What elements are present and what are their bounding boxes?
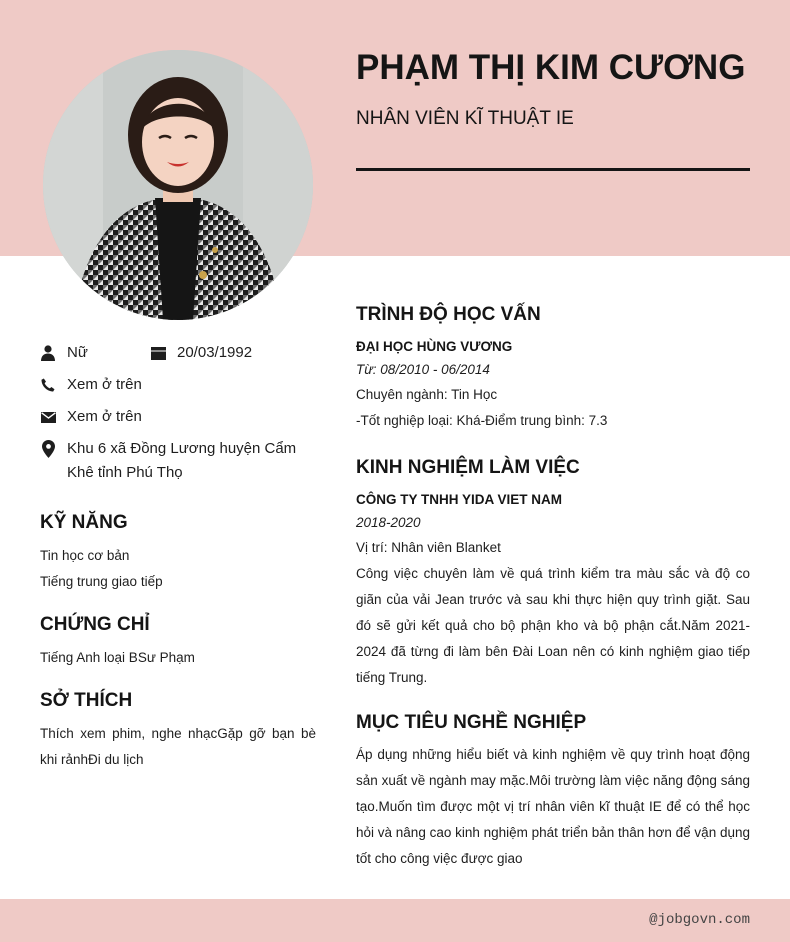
- education-grade: -Tốt nghiệp loại: Khá-Điểm trung bình: 7.3: [356, 413, 608, 428]
- skills-title: KỸ NĂNG: [40, 512, 128, 533]
- footer-watermark: @jobgovn.com: [649, 912, 750, 928]
- hobbies-title: SỞ THÍCH: [40, 690, 133, 711]
- gender-row: [40, 341, 88, 365]
- gender-value: Nữ: [67, 344, 88, 361]
- experience-position: Vị trí: Nhân viên Blanket: [356, 540, 501, 555]
- objective-title: MỤC TIÊU NGHỀ NGHIỆP: [356, 712, 587, 733]
- certificates-title: CHỨNG CHỈ: [40, 614, 150, 635]
- address-row: [40, 437, 316, 485]
- phone-icon: [40, 373, 56, 397]
- mail-icon: [40, 405, 56, 429]
- location-pin-icon: [40, 437, 56, 461]
- phone-value: Xem ở trên: [67, 376, 142, 393]
- skill-item: Tin học cơ bản: [40, 548, 130, 563]
- birthdate-value: 20/03/1992: [177, 344, 253, 361]
- email-row: [40, 405, 142, 429]
- candidate-name: PHẠM THỊ KIM CƯƠNG: [356, 48, 746, 87]
- education-period: Từ: 08/2010 - 06/2014: [356, 362, 490, 377]
- hobbies-text: Thích xem phim, nghe nhạcGặp gỡ bạn bè khi rảnhĐi du lịch: [40, 726, 316, 767]
- avatar: [43, 50, 313, 320]
- experience-company: CÔNG TY TNHH YIDA VIET NAM: [356, 492, 563, 507]
- education-major: Chuyên ngành: Tin Học: [356, 387, 498, 402]
- objective-text: Áp dụng những hiểu biết và kinh nghiệm về quy trình hoạt động sản xuất về ngành may mặc.Môi trường làm việc năng động sáng tạo.Muốn tìm được một vị trí nhân viên kĩ thuật IE để có thể học hỏi và nâng cao kinh nghiệm phát triển bản thân hơn để vận dụng tốt cho công việc được giao: [356, 747, 750, 866]
- birthdate-row: [150, 341, 252, 365]
- experience-period: 2018-2020: [356, 515, 421, 530]
- address-value: Khu 6 xã Đồng Lương huyện Cẩm Khê tỉnh Phú Thọ: [67, 440, 297, 481]
- job-title: NHÂN VIÊN KĨ THUẬT IE: [356, 108, 574, 129]
- header-divider: [356, 168, 750, 171]
- phone-row: [40, 373, 142, 397]
- person-icon: [40, 341, 56, 365]
- education-school: ĐẠI HỌC HÙNG VƯƠNG: [356, 339, 513, 354]
- education-title: TRÌNH ĐỘ HỌC VẤN: [356, 304, 541, 325]
- skill-item: Tiếng trung giao tiếp: [40, 574, 163, 589]
- email-value: Xem ở trên: [67, 408, 142, 425]
- experience-title: KINH NGHIỆM LÀM VIỆC: [356, 457, 580, 478]
- calendar-icon: [150, 341, 166, 365]
- experience-description: Công việc chuyên làm về quá trình kiểm tra màu sắc và độ co giãn của vải Jean trước và sau khi thực hiện quy trình giặt. Sau đó sẽ gửi kết quả cho bộ phận kho và bộ phận cắt.Năm 2021-2024 đã từng đi làm bên Đài Loan nên có kinh nghiệm giao tiếp tiếng Trung.: [356, 566, 750, 685]
- certificate-item: Tiếng Anh loại BSư Phạm: [40, 650, 195, 665]
